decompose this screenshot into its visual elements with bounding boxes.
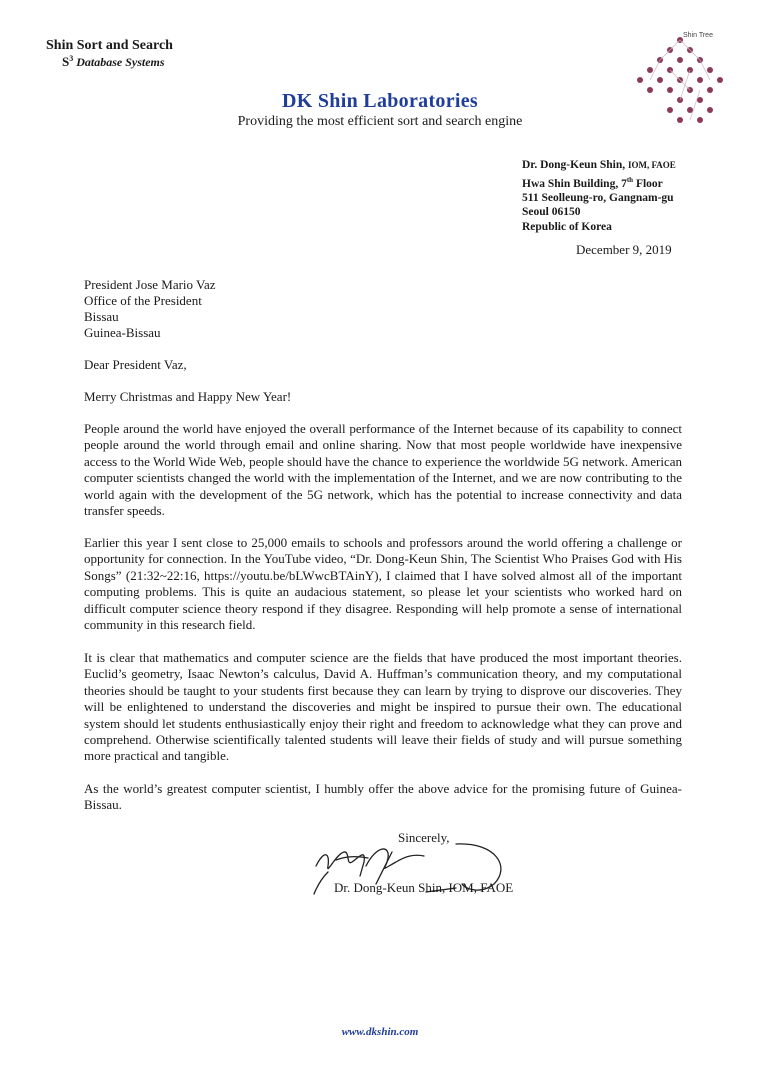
logo-dot [707, 67, 713, 73]
sender-street: 511 Seolleung-ro, Gangnam-gu [522, 191, 674, 204]
closing: Sincerely, [398, 830, 450, 845]
paragraph-3: It is clear that mathematics and computer science are the fields that have produced the most important theories. Euclid’s geometry, Isaac Newton’s calculus, David A. Huffman’s communication theory, and my computational theories should be taught to your students first because they can learn by trying to disprove our discoveries. They will be enlightened to understand the discoveries and might be inspired to pursue their own. The educational system should let students enthusiastically enjoy their right and freedom to acknowledge what they can prove and comprehend. Otherwise scientifically talented students will leave their fields of study and will pursue something more practical and tangible. [84, 650, 682, 764]
recipient-line-2: Office of the President [84, 293, 202, 308]
sender-address [522, 158, 676, 234]
recipient-line-3: Bissau [84, 309, 119, 324]
sender-city: Seoul 06150 [522, 206, 581, 219]
letter-date: December 9, 2019 [576, 242, 672, 257]
website-footer: www.dkshin.com [341, 1026, 419, 1038]
floor-superscript: th [626, 175, 634, 184]
s3-superscript: 3 [69, 54, 74, 63]
logo-dot [647, 67, 653, 73]
logo-dot [637, 77, 643, 83]
paragraph-1: People around the world have enjoyed the overall performance of the Internet because of its capability to connect people around the world through email and online sharing. Now that most people worldwide have inexpensive access to the World Wide Web, people should have the chance to experience the worldwide 5G network. American computer scientists changed the world with the implementation of the Internet, and we are now contributing to the world again with the development of the 5G network, which has the potential to increase connectivity and data transfer speeds. [84, 421, 682, 519]
division-line [62, 54, 165, 70]
company-name: Shin Sort and Search [46, 38, 173, 53]
sender-country: Republic of Korea [522, 220, 612, 233]
logo-dot [657, 77, 663, 83]
s3-mark: S [62, 54, 70, 69]
greeting: Dear President Vaz, [84, 357, 187, 372]
recipient-address [84, 277, 216, 341]
paragraph-4: As the world’s greatest computer scientist, I humbly offer the above advice for the promising future of Guinea-Bissau. [84, 781, 682, 813]
lab-name: DK Shin Laboratories [281, 90, 479, 112]
sender-titles: IOM, FAOE [627, 160, 676, 170]
division-name: Database Systems [76, 55, 165, 69]
logo-dot [717, 77, 723, 83]
logo-dot [697, 77, 703, 83]
tagline: Providing the most efficient sort and search engine [237, 114, 523, 129]
signature-name: Dr. Dong-Keun Shin, IOM, FAOE [334, 880, 514, 895]
sender-building: Hwa Shin Building, 7 [522, 177, 627, 190]
paragraph-2: Earlier this year I sent close to 25,000 emails to schools and professors around the world offering a challenge or opportunity for connection. In the YouTube video, “Dr. Dong-Keun Shin, The Scientist Who Praises God with His Songs” (21:32~22:16, https://youtu.be/bLWwcBTAinY), I claimed that I have solved almost all of the important computing problems. This is quite an audacious statement, so please let your scientists who worked hard on difficult computer science theory respond if they disagree. Responding will help promote a sense of international community in this research field. [84, 535, 682, 633]
logo-label: Shin Tree [683, 32, 713, 39]
opening-line: Merry Christmas and Happy New Year! [84, 389, 292, 404]
sender-floor: Floor [633, 177, 663, 190]
logo-dot [677, 57, 683, 63]
recipient-line-1: President Jose Mario Vaz [84, 277, 216, 292]
recipient-line-4: Guinea-Bissau [84, 325, 161, 340]
sender-name: Dr. Dong-Keun Shin, [522, 159, 626, 171]
